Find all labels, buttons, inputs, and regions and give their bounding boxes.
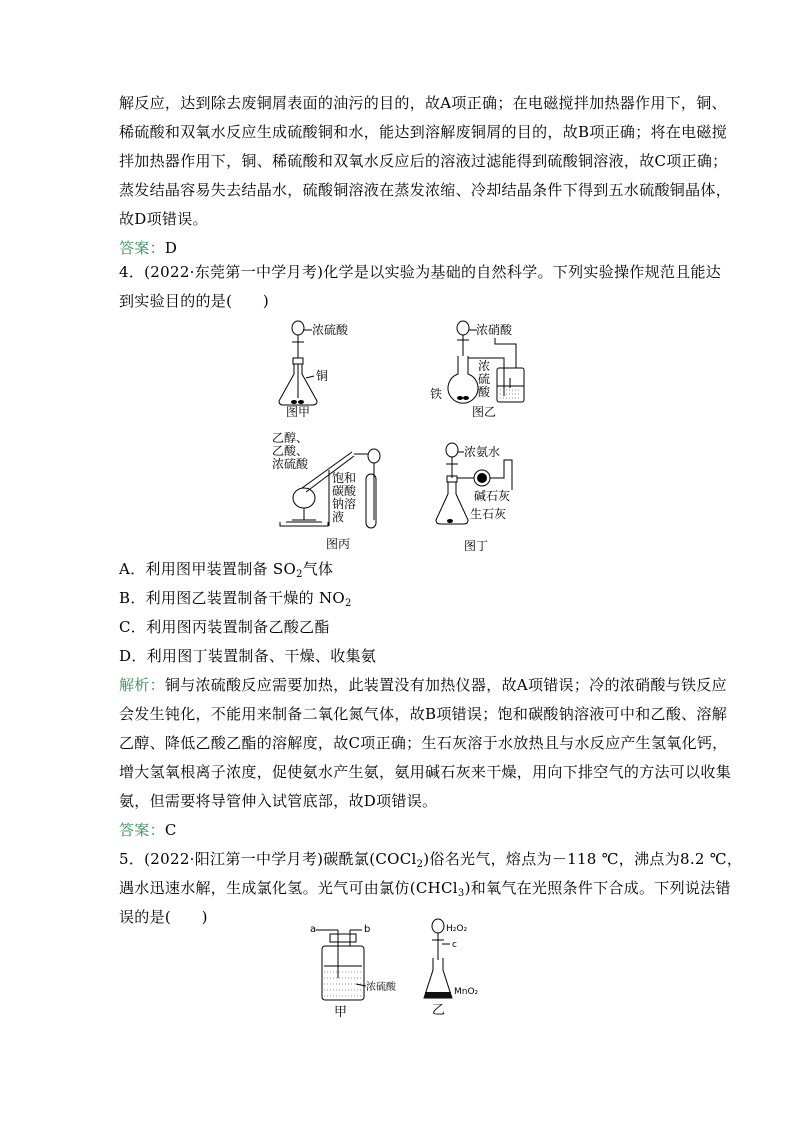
answer-label: 答案：: [119, 821, 165, 839]
fig-yi-caption: 图乙: [472, 405, 497, 418]
option-b: B．利用图乙装置制备干燥的 $NO_2$: [119, 589, 352, 609]
fig-bing-r4: 液: [332, 510, 345, 524]
figure-jia: [270, 318, 380, 418]
q5-fig-jia-label: 浓硫酸: [366, 982, 396, 993]
q5-line-2: 遇水迅速水解，生成氯化氢。光气可由氯仿(CHCl$_3$)和氧气在光照条件下合成。下列说法错: [119, 879, 731, 899]
prev-line-2: 稀硫酸和双氧水反应生成硫酸铜和水，能达到溶解废铜屑的目的，故B项正确；将在电磁搅: [119, 123, 728, 141]
option-a: A．利用图甲装置制备 $SO_2$气体: [119, 560, 334, 580]
fig-ding-l1: 浓氨水: [464, 445, 501, 459]
q5-fig-jia-b: b: [364, 924, 371, 935]
fig-bing-r3: 钠溶: [332, 497, 357, 511]
q4-stem: [119, 258, 722, 316]
explanation-line-2: 会发生钝化，不能用来制备二氧化氮气体，故B项错误；饱和碳酸钠溶液可中和乙酸、溶解: [119, 705, 728, 723]
q5-fig-jia-a: a: [310, 924, 317, 935]
q4-stem-line-1: 4．(2022·东莞第一中学月考)化学是以实验为基础的自然科学。下列实验操作规范且能达: [119, 263, 722, 281]
q5-line-1: 5．(2022·阳江第一中学月考)碳酰氯(COCl$_2$)俗名光气，熔点为－118 ℃，沸点为8.2 ℃，: [119, 850, 743, 870]
q5-figure-yi: [418, 914, 508, 1018]
q5-line-3: 误的是( ): [119, 908, 208, 926]
figure-ding: [430, 438, 550, 556]
q5-fig-yi-c: c: [452, 940, 457, 950]
q4-options: [119, 555, 689, 671]
answer-value: D: [164, 239, 178, 257]
fig-yi-label-4: 酸: [478, 385, 491, 399]
fig-bing-l2: 乙酸、: [272, 444, 309, 458]
fig-bing-caption: 图丙: [326, 537, 351, 551]
fig-yi-label-5: 铁: [430, 387, 443, 401]
q5-fig-yi-mno2: MnO₂: [454, 987, 479, 997]
fig-bing-l3: 浓硫酸: [272, 457, 309, 471]
q5-stem: [119, 845, 743, 932]
answer-value: C: [164, 821, 177, 839]
option-c: C．利用图丙装置制备乙酸乙酯: [119, 618, 330, 636]
q4-answer: [119, 816, 689, 845]
fig-bing-r2: 碳酸: [332, 484, 357, 498]
fig-ding-caption: 图丁: [464, 539, 489, 553]
figure-yi: [420, 318, 550, 418]
prev-line-5: 故D项错误。: [119, 210, 208, 228]
explanation-line-3: 乙醇、降低乙酸乙酯的溶解度，故C项正确；生石灰溶于水放热且与水反应产生氢氧化钙，: [119, 734, 728, 752]
figure-bing: [272, 430, 402, 554]
q5-figure-jia: [310, 920, 400, 1020]
q5-fig-jia-caption: 甲: [334, 1005, 348, 1020]
explanation-line-1: 解析：铜与浓硫酸反应需要加热，此装置没有加热仪器，故A项错误；冷的浓硝酸与铁反应: [119, 676, 727, 694]
fig-yi-label-2: 浓: [478, 359, 491, 373]
fig-bing-r1: 饱和: [332, 471, 357, 485]
fig-bing-l1: 乙醇、: [272, 431, 309, 445]
prev-line-4: 蒸发结晶容易失去结晶水，硫酸铜溶液在蒸发浓缩、冷却结晶条件下得到五水硫酸铜晶体，: [119, 181, 732, 199]
q5-fig-yi-caption: 乙: [432, 1003, 446, 1018]
prev-line-3: 拌加热器作用下，铜、稀硫酸和双氧水反应后的溶液过滤能得到硫酸铜溶液，故C项正确；: [119, 152, 728, 170]
fig-jia-label-1: 浓硫酸: [312, 323, 349, 337]
explanation-label: 解析：: [119, 676, 165, 694]
option-d: D．利用图丁装置制备、干燥、收集氨: [119, 647, 377, 665]
prev-line-1: 解反应，达到除去废铜屑表面的油污的目的，故A项正确；在电磁搅拌加热器作用下，铜、: [119, 94, 727, 112]
prev-explanation: [119, 89, 732, 263]
fig-ding-l2: 碱石灰: [474, 489, 511, 503]
explanation-line-5: 氨，但需要将导管伸入试管底部，故D项错误。: [119, 792, 438, 810]
fig-yi-label-3: 硫: [478, 372, 491, 386]
q5-fig-yi-h2o2: H₂O₂: [446, 924, 468, 934]
fig-yi-label-1: 浓硝酸: [476, 323, 513, 337]
fig-ding-l3: 生石灰: [470, 507, 507, 521]
answer-label: 答案：: [119, 239, 165, 257]
q4-stem-line-2: 到实验目的的是( ): [119, 292, 270, 310]
q4-explanation: [119, 671, 732, 845]
explanation-line-4: 增大氢氧根离子浓度，促使氨水产生氨，氨用碱石灰来干燥，用向下排空气的方法可以收集: [119, 763, 732, 781]
fig-jia-label-2: 铜: [316, 369, 329, 383]
fig-jia-caption: 图甲: [286, 405, 311, 418]
